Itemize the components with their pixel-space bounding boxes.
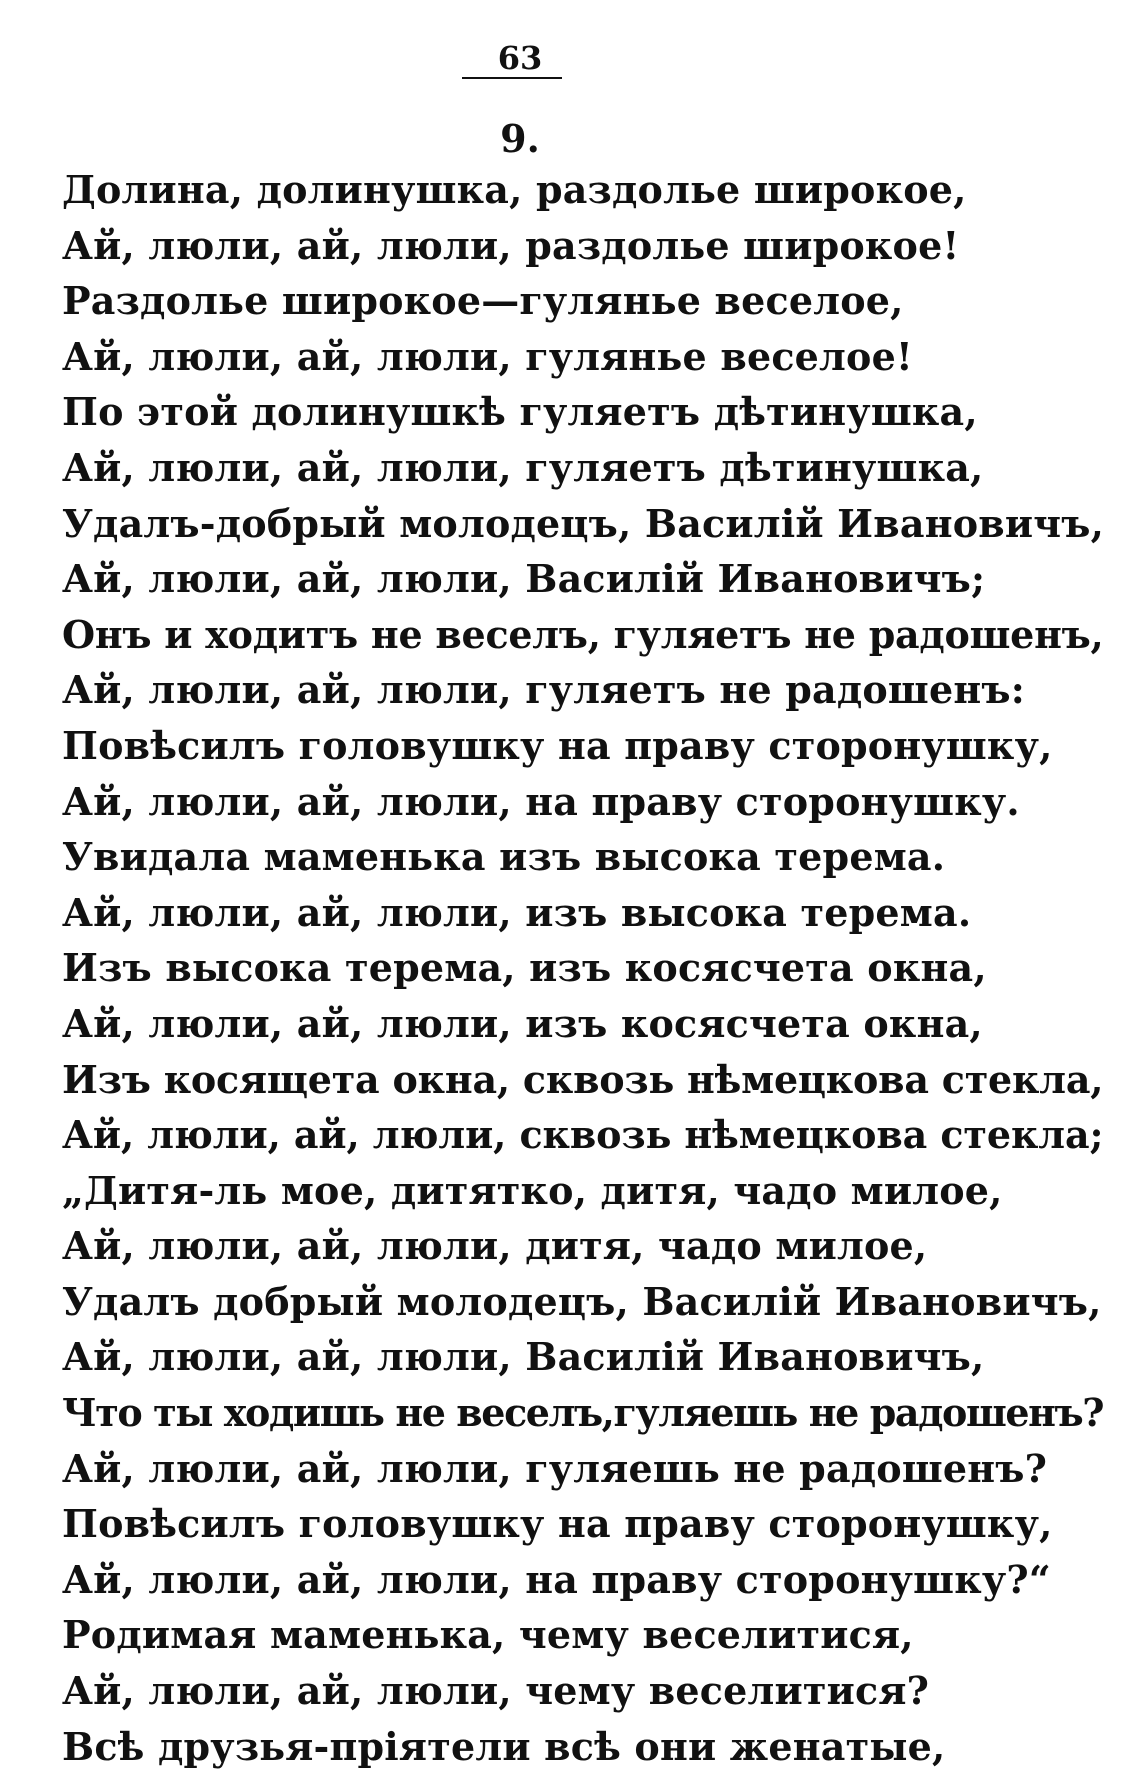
verse-line: Ай, люли, ай, люли, на праву сторонушку. (62, 778, 1020, 824)
verse-line: Ай, люли, ай, люли, Василій Ивановичъ, (62, 1334, 985, 1380)
song-number: 9. (500, 116, 540, 161)
verse-line: Повѣсилъ головушку на праву сторонушку, (62, 1501, 1053, 1547)
verse-line: Ай, люли, ай, люли, гуляетъ не радошенъ: (62, 667, 1025, 713)
verse-line: Удалъ добрый молодецъ, Василій Ивановичъ, (62, 1278, 1102, 1324)
verse-line: Увидала маменька изъ высока терема. (62, 834, 946, 880)
verse-line: Ай, люли, ай, люли, сквозь нѣмецкова стекла; (62, 1112, 1104, 1158)
verse-line: Изъ косящета окна, сквозь нѣмецкова стекла, (62, 1056, 1104, 1102)
verse-line: Повѣсилъ головушку на праву сторонушку, (62, 722, 1053, 768)
verse-line: Что ты ходишь не веселъ,гуляешь не радошенъ? (62, 1390, 1104, 1436)
verse-line: Всѣ друзья-пріятели всѣ они женатые, (62, 1723, 946, 1769)
verse-line: Ай, люли, ай, люли, чему веселитися? (62, 1668, 930, 1714)
verse-line: Ай, люли, ай, люли, гуляешь не радошенъ? (62, 1445, 1048, 1491)
verse-line: Ай, люли, ай, люли, изъ косясчета окна, (62, 1000, 983, 1046)
verse-line: Ай, люли, ай, люли, раздолье широкое! (62, 222, 960, 268)
verse-line: Ай, люли, ай, люли, Василій Ивановичъ; (62, 556, 986, 602)
song-text (62, 162, 1105, 1774)
verse-line: Ай, люли, ай, люли, гуляетъ дѣтинушка, (62, 444, 984, 490)
verse-line: По этой долинушкѣ гуляетъ дѣтинушка, (62, 389, 978, 435)
verse-line: Долина, долинушка, раздолье широкое, (62, 167, 967, 212)
verse-line: Родимая маменька, чему веселитися, (62, 1612, 914, 1658)
verse-line: Ай, люли, ай, люли, дитя, чадо милое, (62, 1223, 928, 1269)
verse-line: Онъ и ходитъ не веселъ, гуляетъ не радошенъ, (62, 611, 1104, 657)
verse-line: Ай, люли, ай, люли, на праву сторонушку?“ (62, 1556, 1051, 1602)
verse-line: Удалъ-добрый молодецъ, Василій Ивановичъ, (62, 500, 1105, 546)
verse-line: Изъ высока терема, изъ косясчета окна, (62, 945, 987, 991)
page-number: 63 (497, 39, 543, 77)
verse-line: Раздолье широкое—гулянье веселое, (62, 278, 904, 324)
header-rule (462, 77, 562, 79)
verse-line: „Дитя-ль мое, дитятко, дитя, чадо милое, (62, 1167, 1003, 1213)
verse-line: Ай, люли, ай, люли, гулянье веселое! (62, 333, 913, 379)
verse-line: Ай, люли, ай, люли, изъ высока терема. (62, 889, 972, 935)
